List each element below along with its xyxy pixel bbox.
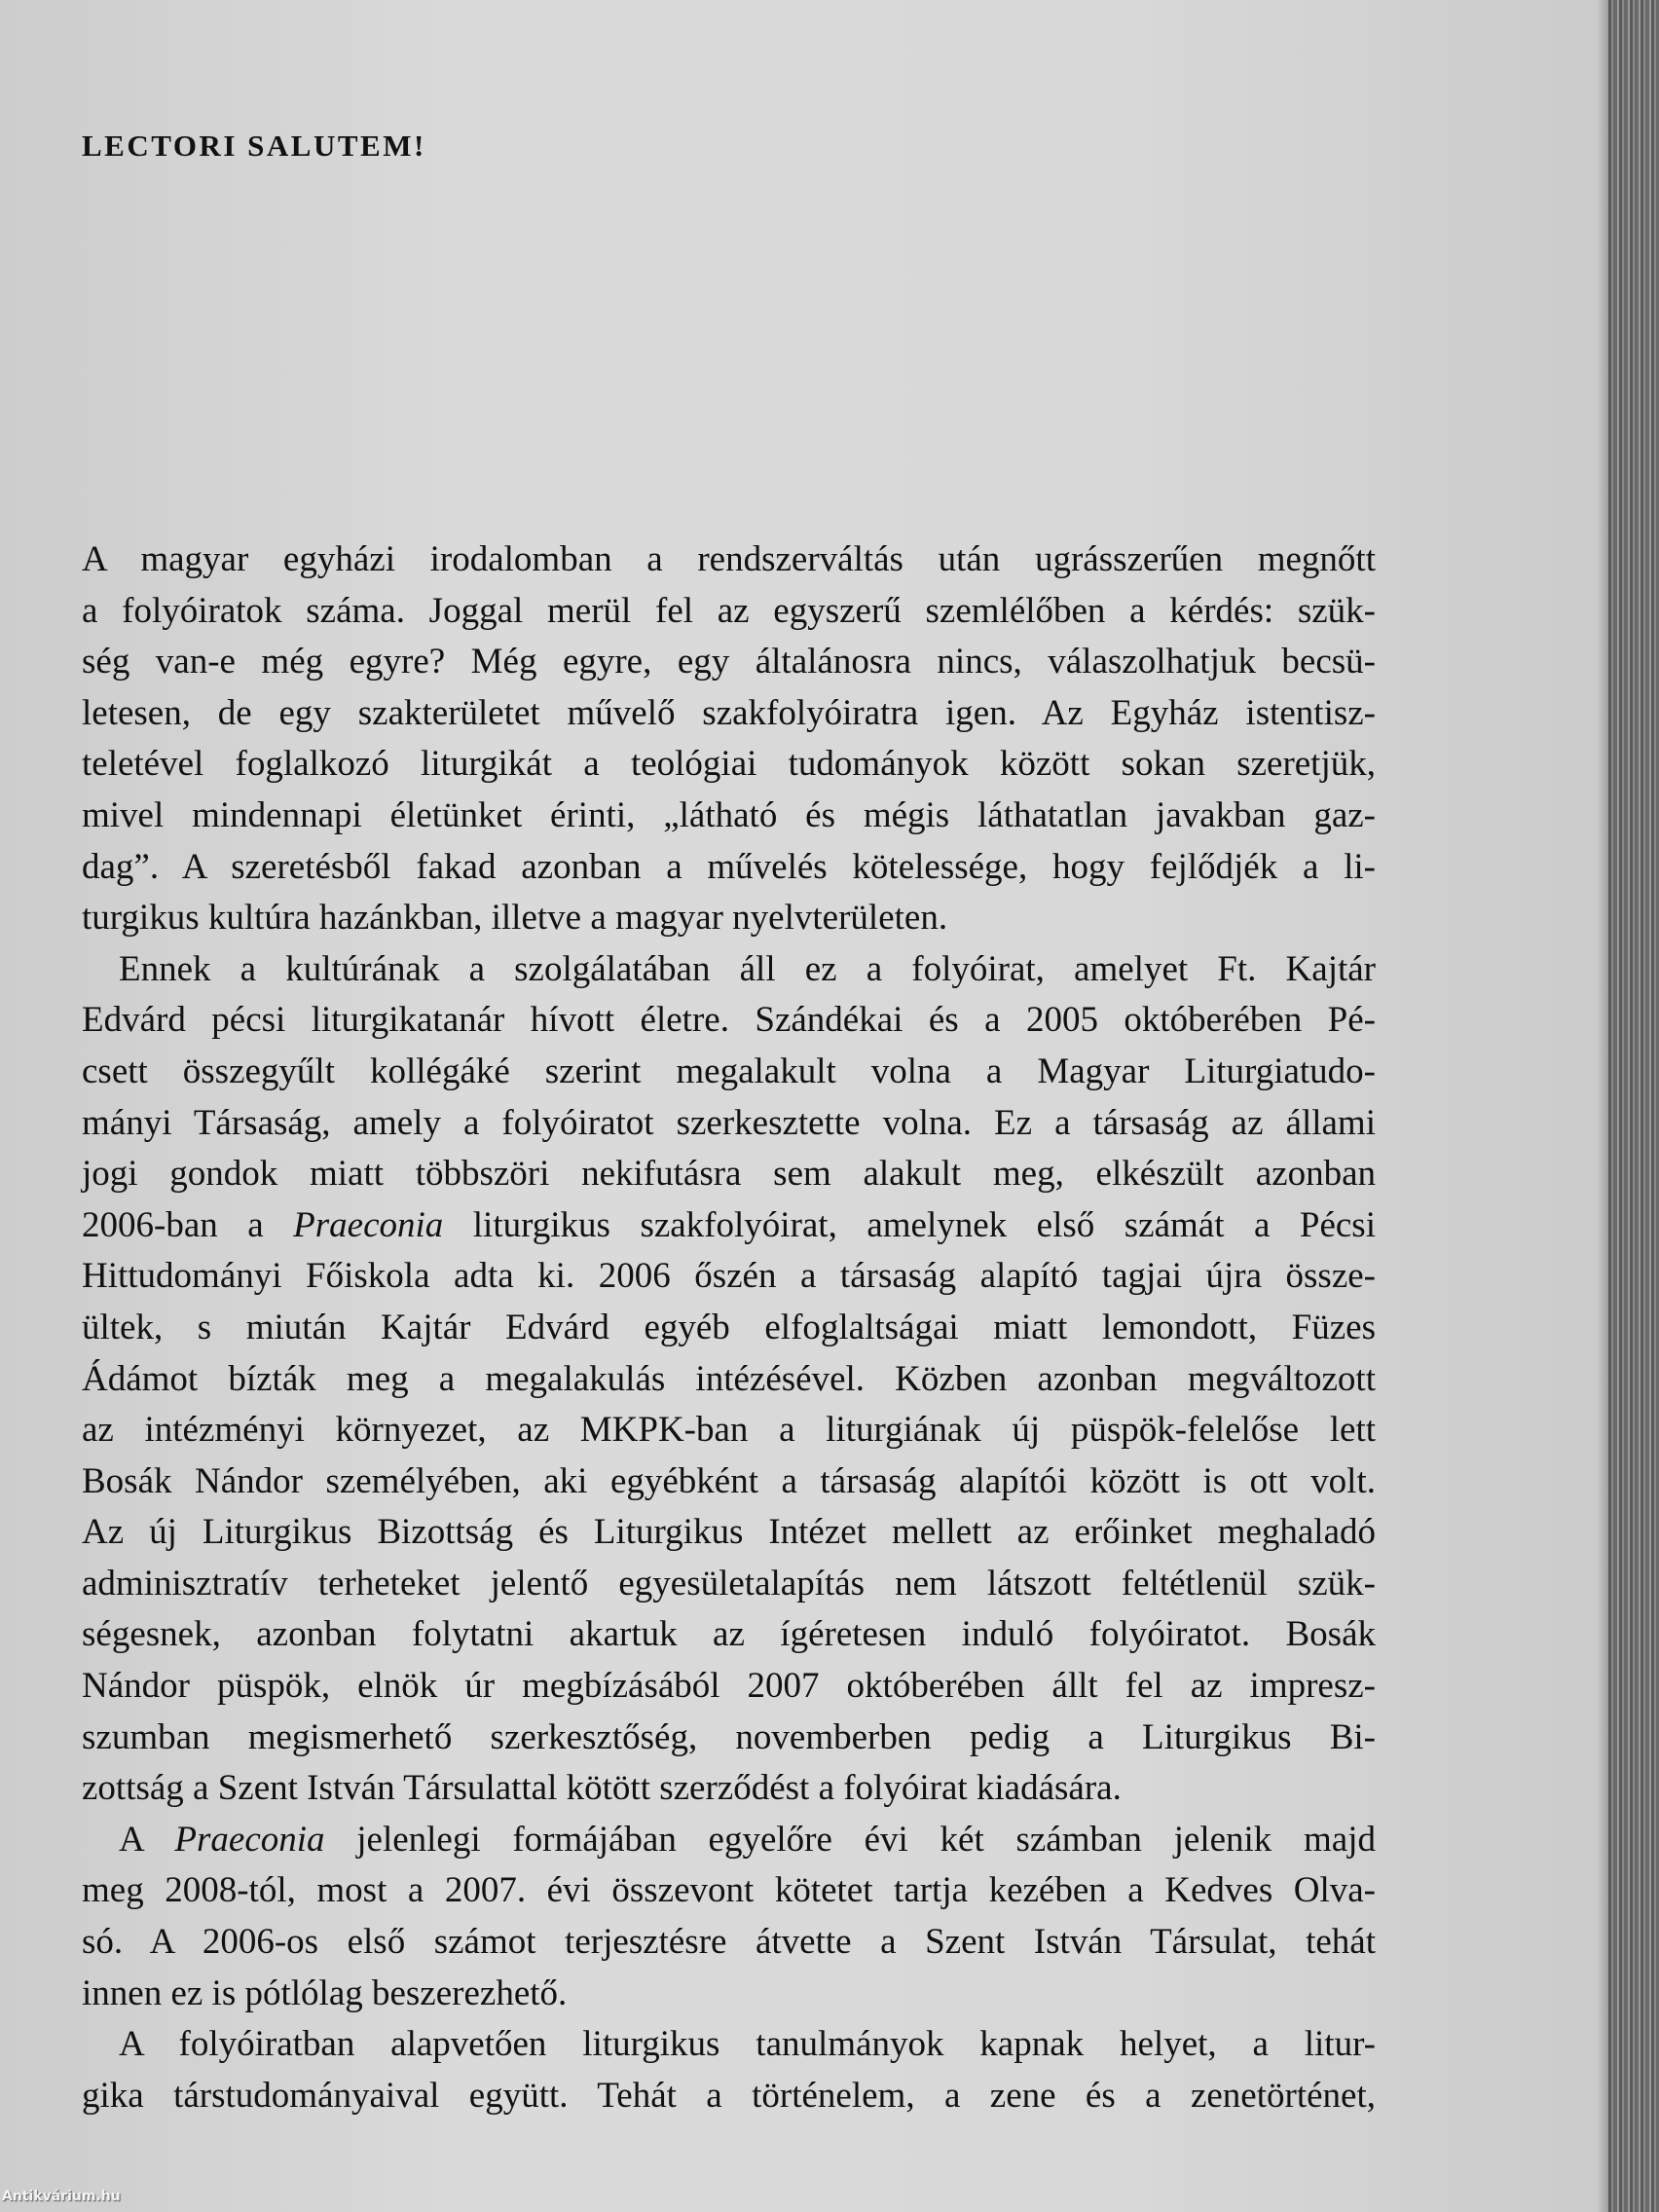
text-line: mivel mindennapi életünket érinti, „látható és mégis láthatatlan javakban gaz- [82, 794, 1376, 835]
book-page-edges [1608, 0, 1659, 2212]
text-line: Edvárd pécsi liturgikatanár hívott életre. Szándékai és a 2005 októberében Pé- [82, 1000, 1376, 1041]
text-line: Bosák Nándor személyében, aki egyébként a társaság alapítói között is ott volt. [82, 1460, 1376, 1501]
watermark: Antikvárium.hu [2, 2189, 121, 2204]
text-line: letesen, de egy szakterületet művelő szakfolyóiratra igen. Az Egyház istentisz- [82, 692, 1376, 733]
text-line: mányi Társaság, amely a folyóiratot szerkesztette volna. Ez a társaság az állami [82, 1102, 1376, 1143]
text-segment: liturgikus szakfolyóirat, amelynek első számát a Pécsi [443, 1204, 1376, 1245]
text-line: meg 2008-tól, most a 2007. évi összevont kötetet tartja kezében a Kedves Olva- [82, 1870, 1376, 1911]
text-line: jogi gondok miatt többszöri nekifutásra sem alakult meg, elkészült azonban [82, 1154, 1376, 1195]
paragraph [82, 944, 1376, 1815]
text-line: ültek, s miután Kajtár Edvárd egyéb elfoglaltságai miatt lemondott, Füzes [82, 1307, 1376, 1347]
text-line: Az új Liturgikus Bizottság és Liturgikus Intézet mellett az erőinket meghaladó [82, 1512, 1376, 1553]
text-line: szumban megismerhető szerkesztőség, novemberben pedig a Liturgikus Bi- [82, 1716, 1376, 1757]
text-line: Ádámot bízták meg a megalakulás intézésével. Közben azonban megváltozott [82, 1358, 1376, 1399]
text-segment: A [119, 1819, 175, 1860]
italic-title: Praeconia [174, 1819, 325, 1860]
text-line: ség van-e még egyre? Még egyre, egy általánosra nincs, válaszolhatjuk becsü- [82, 642, 1376, 682]
text-line: só. A 2006-os első számot terjesztésre átvette a Szent István Társulat, tehát [82, 1922, 1376, 1963]
text-line: A folyóiratban alapvetően liturgikus tanulmányok kapnak helyet, a litur- [119, 2024, 1376, 2065]
text-line: Ennek a kultúrának a szolgálatában áll ez a folyóirat, amelyet Ft. Kajtár [119, 948, 1376, 989]
text-line: Hittudományi Főiskola adta ki. 2006 őszén a társaság alapító tagjai újra össze- [82, 1256, 1376, 1297]
text-segment: 2006-ban a [82, 1204, 294, 1245]
text-line: teletével foglalkozó liturgikát a teológiai tudományok között sokan szeretjük, [82, 744, 1376, 785]
text-line: innen ez is pótlólag beszerezhető. [82, 1972, 568, 2013]
text-line: csett összegyűlt kollégáké szerint megalakult volna a Magyar Liturgiatudo- [82, 1051, 1376, 1091]
paragraph [82, 2019, 1376, 2121]
text-line: A magyar egyházi irodalomban a rendszerváltás után ugrásszerűen megnőtt [82, 539, 1376, 579]
text-line: zottság a Szent István Társulattal kötött szerződést a folyóirat kiadására. [82, 1768, 1122, 1809]
text-line: a folyóiratok száma. Joggal merül fel az egyszerű szemlélőben a kérdés: szük- [82, 590, 1376, 631]
text-line [82, 1815, 1376, 1866]
page-heading: LECTORI SALUTEM! [82, 129, 426, 163]
paragraph [82, 1815, 1376, 2019]
text-line [82, 1200, 1376, 1252]
italic-title: Praeconia [293, 1204, 444, 1245]
body-text [82, 535, 1376, 2121]
text-segment: jelenlegi formájában egyelőre évi két számban jelenik majd [324, 1819, 1376, 1860]
text-line: dag”. A szeretésből fakad azonban a művelés kötelessége, hogy fejlődjék a li- [82, 846, 1376, 887]
text-line: adminisztratív terheteket jelentő egyesületalapítás nem látszott feltétlenül szük- [82, 1563, 1376, 1604]
text-line: turgikus kultúra hazánkban, illetve a magyar nyelvterületen. [82, 898, 948, 939]
text-line: az intézményi környezet, az MKPK-ban a liturgiának új püspök-felelőse lett [82, 1410, 1376, 1451]
text-line: gika társtudományaival együtt. Tehát a történelem, a zene és a zenetörténet, [82, 2075, 1376, 2116]
paragraph [82, 535, 1376, 944]
text-line: Nándor püspök, elnök úr megbízásából 2007 októberében állt fel az impresz- [82, 1666, 1376, 1707]
text-line: ségesnek, azonban folytatni akartuk az ígéretesen induló folyóiratot. Bosák [82, 1614, 1376, 1655]
